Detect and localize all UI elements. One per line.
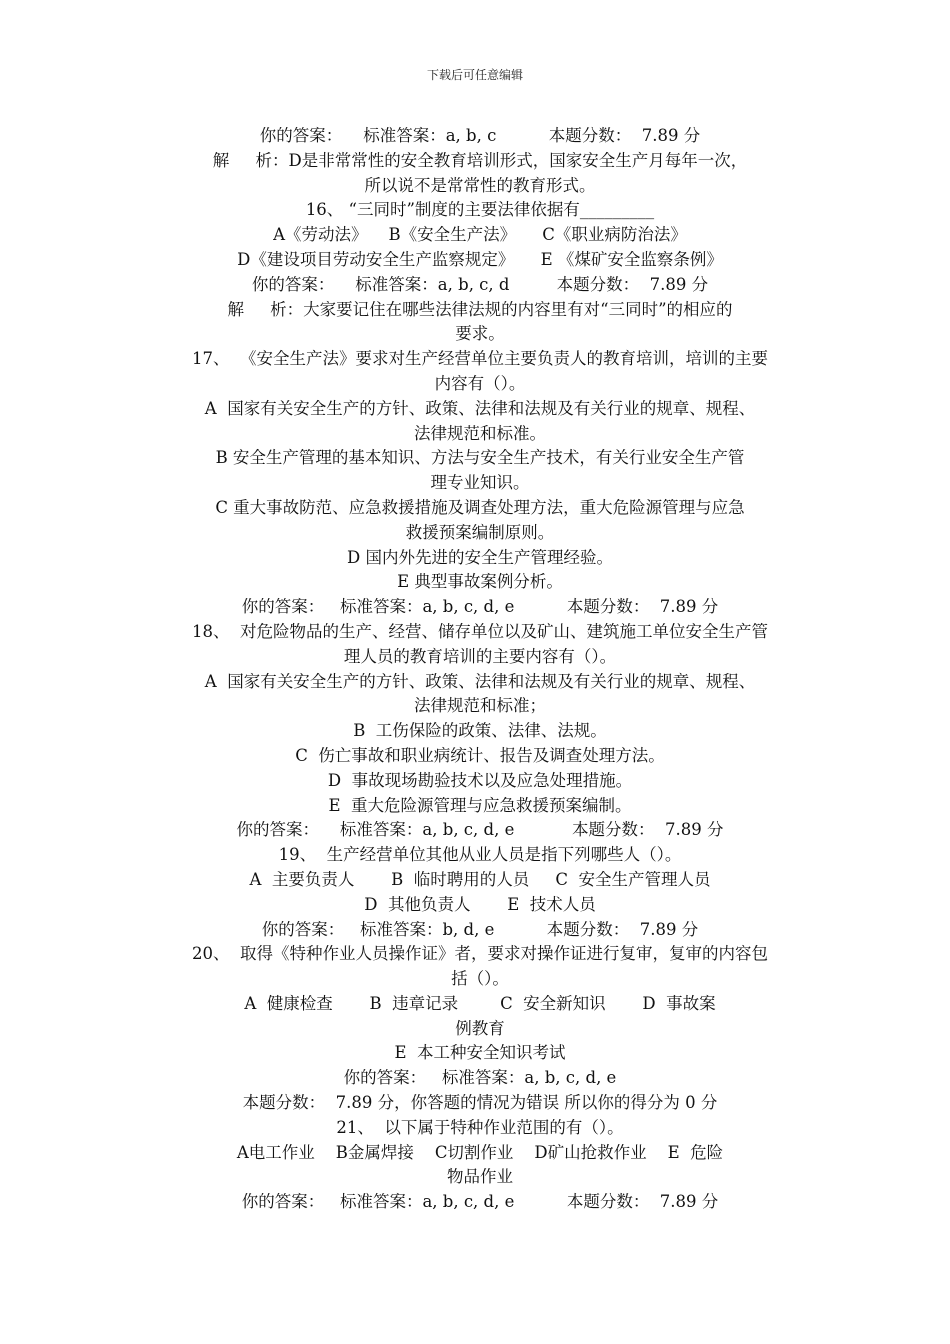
question-21: 21、 以下属于特种作业范围的有（）。 [336,1117,624,1137]
question-18: 18、 对危险物品的生产、经营、储存单位以及矿山、建筑施工单位安全生产管 [192,621,768,641]
options-20-d2: 例教育 [455,1018,505,1038]
option-18-c: C 伤亡事故和职业病统计、报告及调查处理方法。 [295,745,665,765]
question-17b: 内容有（）。 [434,373,526,393]
option-18-d: D 事故现场勘验技术以及应急处理措施。 [327,770,633,790]
option-18-a: A 国家有关安全生产的方针、政策、法律和法规及有关行业的规章、规程、 [204,671,756,691]
answer-line-16: 你的答案： 标准答案：a, b, c, d 本题分数： 7.89 分 [251,274,709,294]
answer-line-19: 你的答案： 标准答案：b, d, e 本题分数： 7.89 分 [261,919,699,939]
options-21b: 物品作业 [447,1167,513,1187]
answer-line-17: 你的答案： 标准答案：a, b, c, d, e 本题分数： 7.89 分 [241,597,719,617]
answer-line-18: 你的答案： 标准答案：a, b, c, d, e 本题分数： 7.89 分 [236,820,724,840]
option-18-b: B 工伤保险的政策、法律、法规。 [353,721,607,741]
options-20-abcd: A 健康检查 B 违章记录 C 安全新知识 D 事故案 [244,993,716,1013]
option-17-e: E 典型事故案例分析。 [397,572,563,592]
options-19-abc: A 主要负责人 B 临时聘用的人员 C 安全生产管理人员 [249,869,711,889]
options-16-de: D《建设项目劳动安全生产监察规定》 E 《煤矿安全监察条例》 [237,249,723,269]
document-body [140,124,820,1215]
question-18b: 理人员的教育培训的主要内容有（）。 [343,646,617,666]
explanation-line-16: 解 析：大家要记住在哪些法律法规的内容里有对“三同时”的相应的 [227,299,733,319]
option-17-c2: 救援预案编制原则。 [405,522,555,542]
option-17-c: C 重大事故防范、应急救援措施及调查处理方法，重大危险源管理与应急 [215,497,745,517]
option-17-d: D 国内外先进的安全生产管理经验。 [347,547,613,567]
answer-line-15: 你的答案： 标准答案：a, b, c 本题分数： 7.89 分 [259,126,701,145]
option-18-e: E 重大危险源管理与应急救援预案编制。 [328,795,632,815]
explanation-line-15: 解 析：D是非常常性的安全教育培训形式，国家安全生产月每年一次， [212,150,748,170]
score-line-20: 本题分数： 7.89 分，你答题的情况为错误 所以你的得分为 0 分 [242,1093,718,1113]
explanation-line-15b: 所以说不是常常性的教育形式。 [364,175,596,195]
question-20: 20、 取得《特种作业人员操作证》者，要求对操作证进行复审，复审的内容包 [192,944,768,964]
option-17-b2: 理专业知识。 [430,473,530,493]
explanation-line-16b: 要求。 [455,324,505,344]
options-19-de: D 其他负责人 E 技术人员 [364,894,596,914]
page-header: 下载后可任意编辑 [426,68,523,82]
answer-line-21: 你的答案： 标准答案：a, b, c, d, e 本题分数： 7.89 分 [241,1192,719,1212]
option-18-a2: 法律规范和标准； [414,696,546,716]
question-20b: 括（）。 [451,969,509,989]
option-17-a: A 国家有关安全生产的方针、政策、法律和法规及有关行业的规章、规程、 [204,398,756,418]
option-17-b: B 安全生产管理的基本知识、方法与安全生产技术，有关行业安全生产管 [215,448,745,468]
options-16-abc: A《劳动法》 B《安全生产法》 C《职业病防治法》 [273,225,687,245]
option-20-e: E 本工种安全知识考试 [394,1043,566,1063]
option-17-a2: 法律规范和标准。 [414,423,546,443]
question-19: 19、 生产经营单位其他从业人员是指下列哪些人（）。 [278,845,682,865]
answer-line-20: 你的答案： 标准答案：a, b, c, d, e [343,1068,617,1088]
question-16: 16、 “三同时”制度的主要法律依据有_________ [305,200,655,220]
question-17: 17、 《安全生产法》要求对生产经营单位主要负责人的教育培训，培训的主要 [192,349,768,369]
options-21: A电工作业 B金属焊接 C切割作业 D矿山抢救作业 E 危险 [236,1142,724,1162]
